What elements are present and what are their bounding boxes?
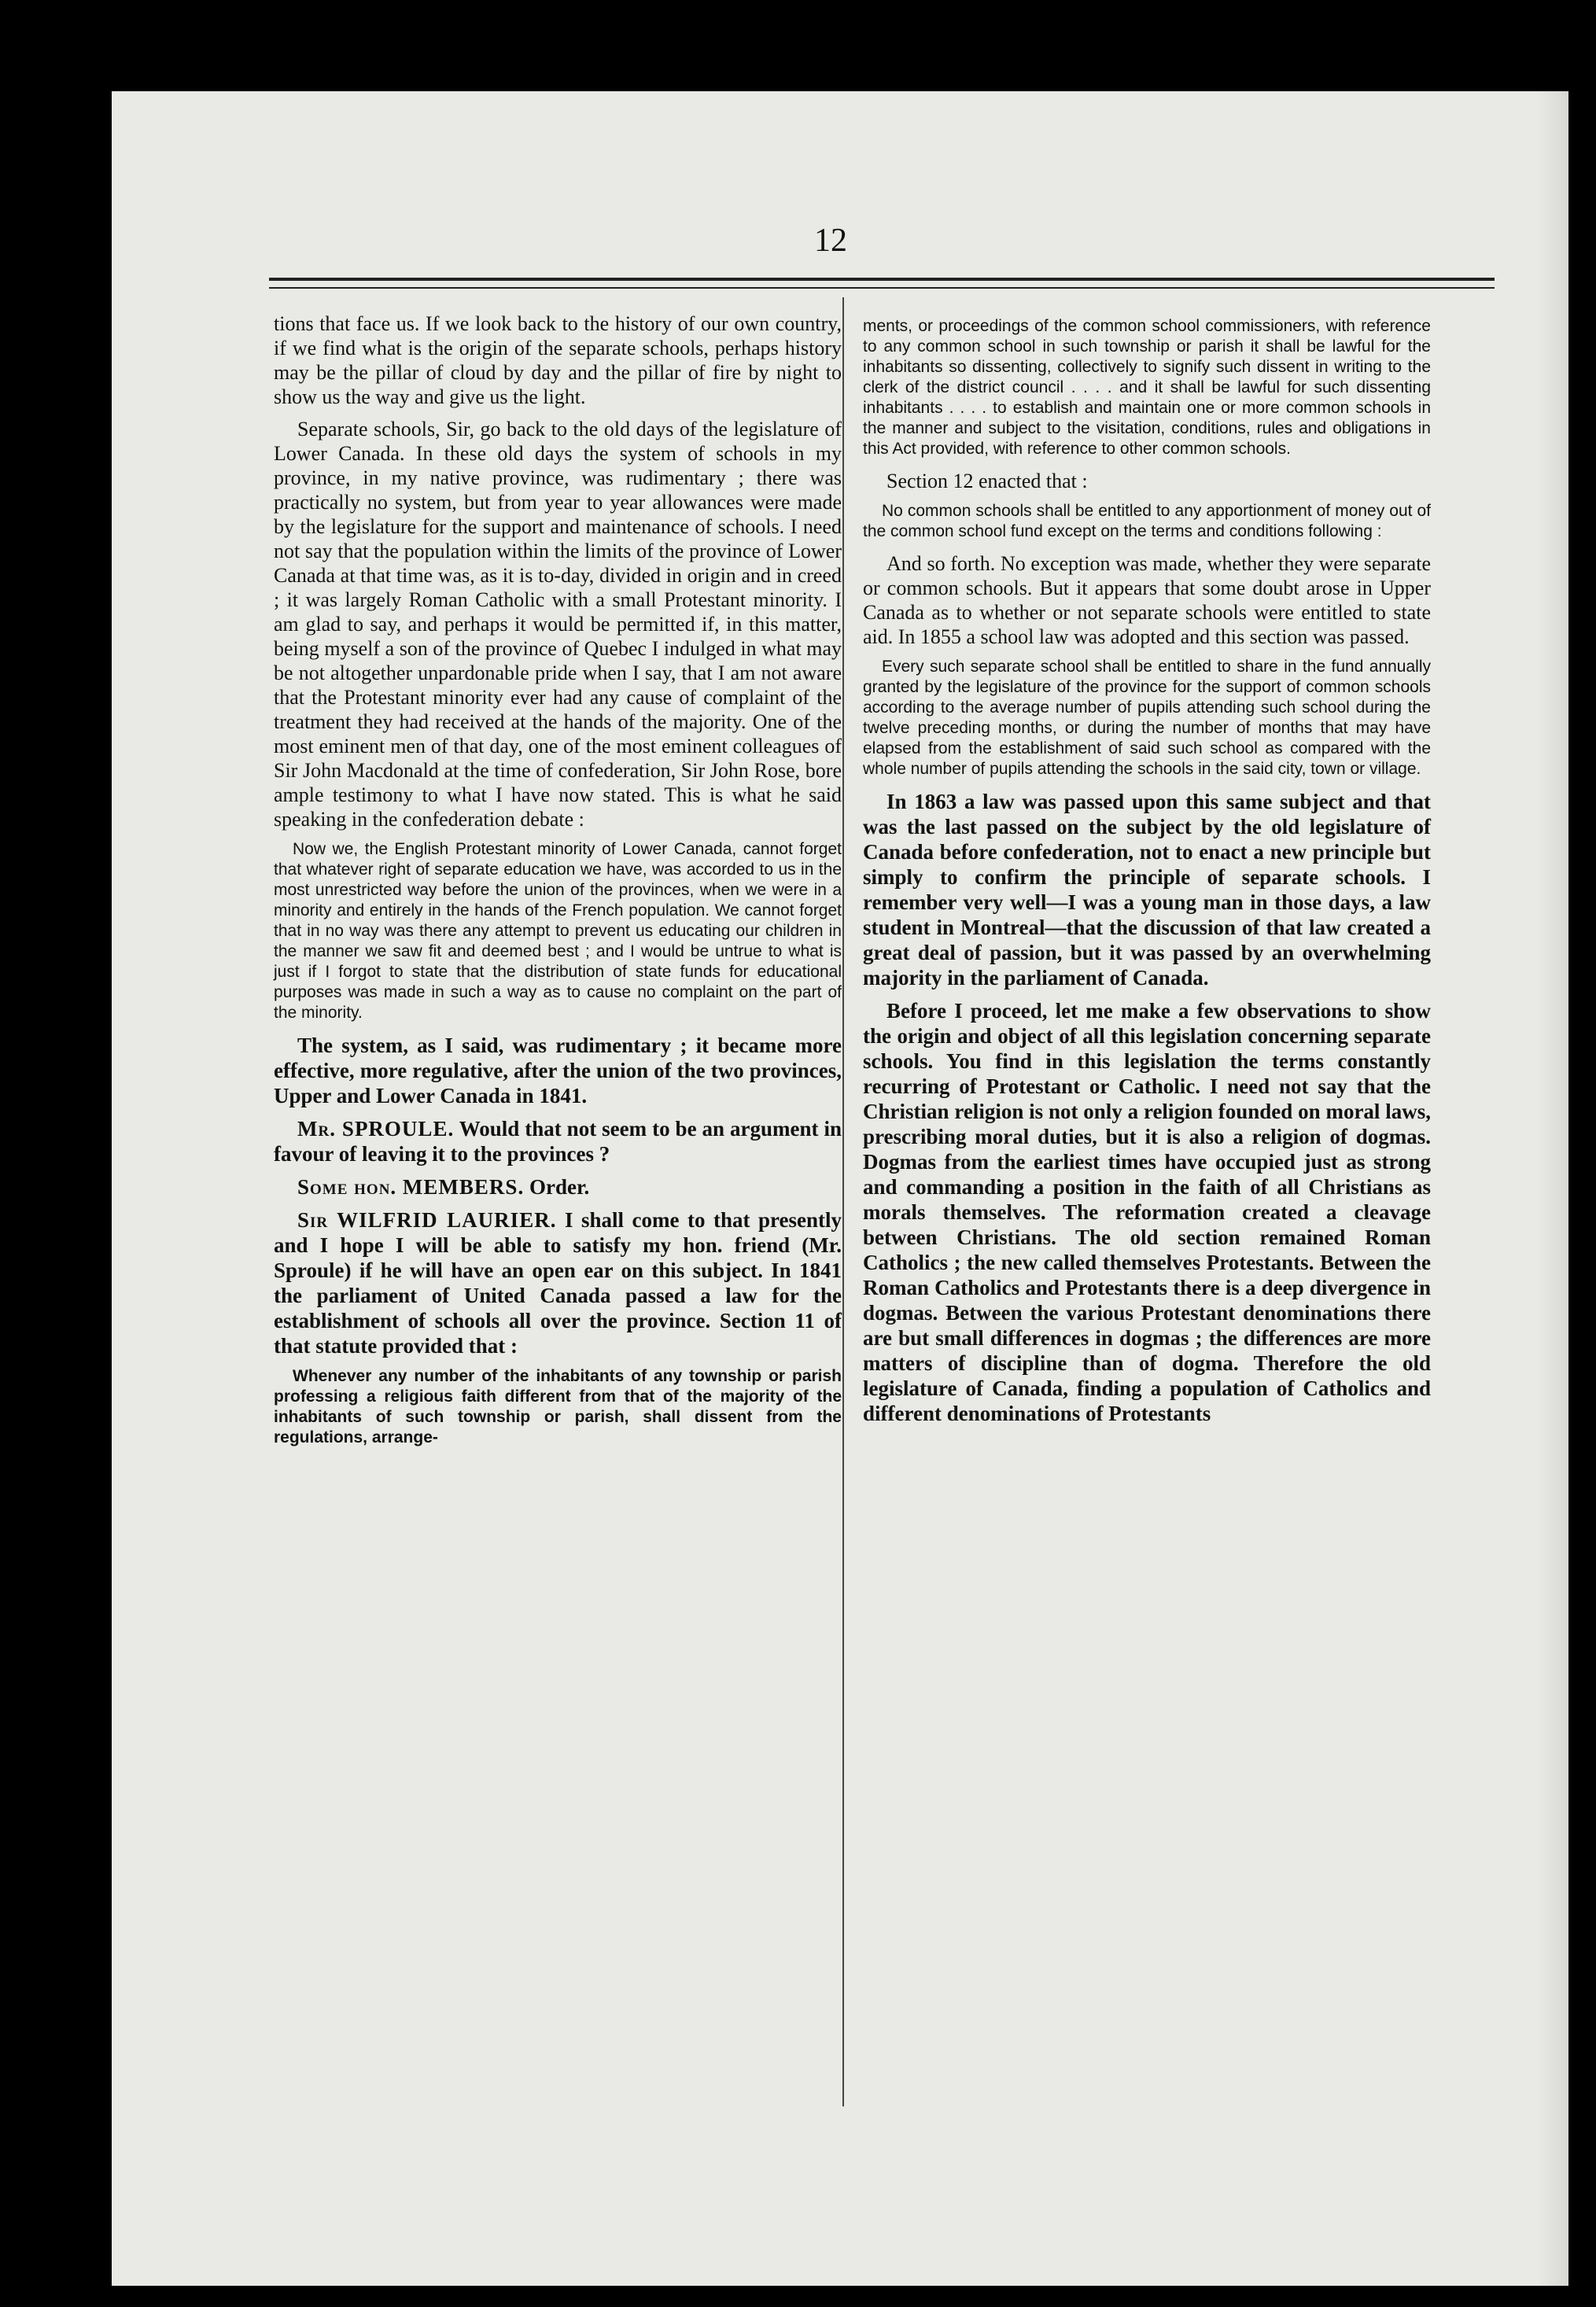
paragraph: Section 12 enacted that : <box>886 470 1088 492</box>
page-number: 12 <box>814 223 847 259</box>
speech <box>274 1174 842 1200</box>
speech-text: Order. <box>529 1175 590 1199</box>
header-rule-thin <box>269 287 1495 289</box>
speaker-name: Mr. SPROULE. <box>297 1117 455 1141</box>
header-rule-thick <box>269 278 1495 281</box>
page-edge-shadow <box>1537 91 1568 2286</box>
column-divider <box>842 297 844 2106</box>
speech <box>274 1207 842 1358</box>
block-quote: No common schools shall be entitled to any apportionment of money out of the common school fund except on the terms and conditions following : <box>863 502 1431 540</box>
left-column <box>274 311 842 1458</box>
speaker-name: Some hon. MEMBERS. <box>297 1175 525 1199</box>
speaker-name: Sir WILFRID LAURIER. <box>297 1208 557 1232</box>
block-quote: Now we, the English Protestant minority of Lower Canada, cannot forget that whatever right of separate education we have, was accorded to us in the most unrestricted way before the union of the provinces, when we were in a minority and entirely in the hands of the French population. We cannot forget that in no way was there any attempt to prevent us educating our children in the manner we saw fit and deemed best ; and I would be untrue to what is just if I forgot to state that the distribution of state funds for educational purposes was made in such a way as to cause no complaint on the part of the minority. <box>274 840 842 1022</box>
paragraph: And so forth. No exception was made, whether they were separate or common schools. But it appears that some doubt arose in Upper Canada as to whether or not separate schools were entitled to state aid. In 1855 a school law was adopted and this section was passed. <box>863 552 1431 648</box>
speech-text: I shall come to that presently and I hope I will be able to satisfy my hon. friend (Mr. Sproule) if he will have an open ear on this subject. In 1841 the parliament of United Canada passed a law for the establishment of schools all over the province. Section 11 of that statute provided that : <box>274 1208 842 1358</box>
paragraph: In 1863 a law was passed upon this same subject and that was the last passed on the subject by the old legislature of Canada before confederation, not to enact a new principle but simply to confirm the principle of separate schools. I remember very well—I was a young man in those days, a law student in Montreal—that the discussion of that law created a great deal of passion, but it was passed by an overwhelming majority in the parliament of Canada. <box>863 790 1431 990</box>
block-quote: Whenever any number of the inhabitants of any township or parish professing a religious faith different from that of the majority of the inhabitants of such township or parish, shall dissent from the regulations, arrange- <box>274 1367 842 1446</box>
paragraph: The system, as I said, was rudimentary ; it became more effective, more regulative, after the union of the two provinces, Upper and Lower Canada in 1841. <box>274 1034 842 1107</box>
speech <box>274 1116 842 1166</box>
document-page <box>112 91 1568 2286</box>
paragraph: Before I proceed, let me make a few observations to show the origin and object of all this legislation concerning separate schools. You find in this legislation the terms constantly recurring of Protestant or Catholic. I need not say that the Christian religion is not only a religion founded on moral laws, prescribing moral duties, but it is also a religion of dogmas. Dogmas from the earliest times have occupied just as strong and commanding a position in the faith of all Christians as morals themselves. The reformation created a cleavage between Christians. The old section remained Roman Catholics ; the new called themselves Protestants. Between the Roman Catholics and Protestants there is a deep divergence in dogmas. Between the various Protestant denominations there are but small differences in dogmas ; the differences are more matters of discipline than of dogma. Therefore the old legislature of Canada, finding a population of Catholics and different denominations of Protestants <box>863 999 1431 1425</box>
paragraph: Separate schools, Sir, go back to the old days of the legislature of Lower Canada. In these old days the system of schools in my province, in my native province, was rudimentary ; there was practically no system, but from year to year allowances were made by the legislature for the support and maintenance of schools. I need not say that the population within the limits of the province of Lower Canada at that time was, as it is to-day, divided in origin and in creed ; it was largely Roman Catholic with a small Protestant minority. I am glad to say, and perhaps it would be permitted if, in this matter, being myself a son of the province of Quebec I indulged in what may be not altogether unpardonable pride when I say, that I am not aware that the Protestant minority ever had any cause of complaint of the treatment they had received at the hands of the majority. One of the most eminent men of that day, one of the most eminent colleagues of Sir John Macdonald at the time of confederation, Sir John Rose, bore ample testimony to what I have now stated. This is what he said speaking in the confederation debate : <box>274 418 842 831</box>
paragraph: tions that face us. If we look back to the history of our own country, if we find what is the origin of the separate schools, perhaps history may be the pillar of cloud by day and the pillar of fire by night to show us the way and give us the light. <box>274 312 842 408</box>
speech-text: Would that not seem to be an argument in favour of leaving it to the provinces ? <box>274 1117 842 1166</box>
right-column <box>863 311 1431 1434</box>
block-quote: Every such separate school shall be entitled to share in the fund annually granted by the legislature of the province for the support of common schools according to the average number of pupils attending such school during the twelve preceding months, or during the number of months that may have elapsed from the establishment of said such school as compared with the whole number of pupils attending the schools in the said city, town or village. <box>863 658 1431 778</box>
block-quote-continued: ments, or proceedings of the common school commissioners, with reference to any common school in such township or parish it shall be lawful for the inhabitants so dissenting, collectively to signify such dissent in writing to the clerk of the district council . . . . and it shall be lawful for such dissenting inhabitants . . . . to establish and maintain one or more common schools in the manner and subject to the visitation, conditions, rules and obligations in this Act provided, with reference to other common schools. <box>863 317 1431 458</box>
